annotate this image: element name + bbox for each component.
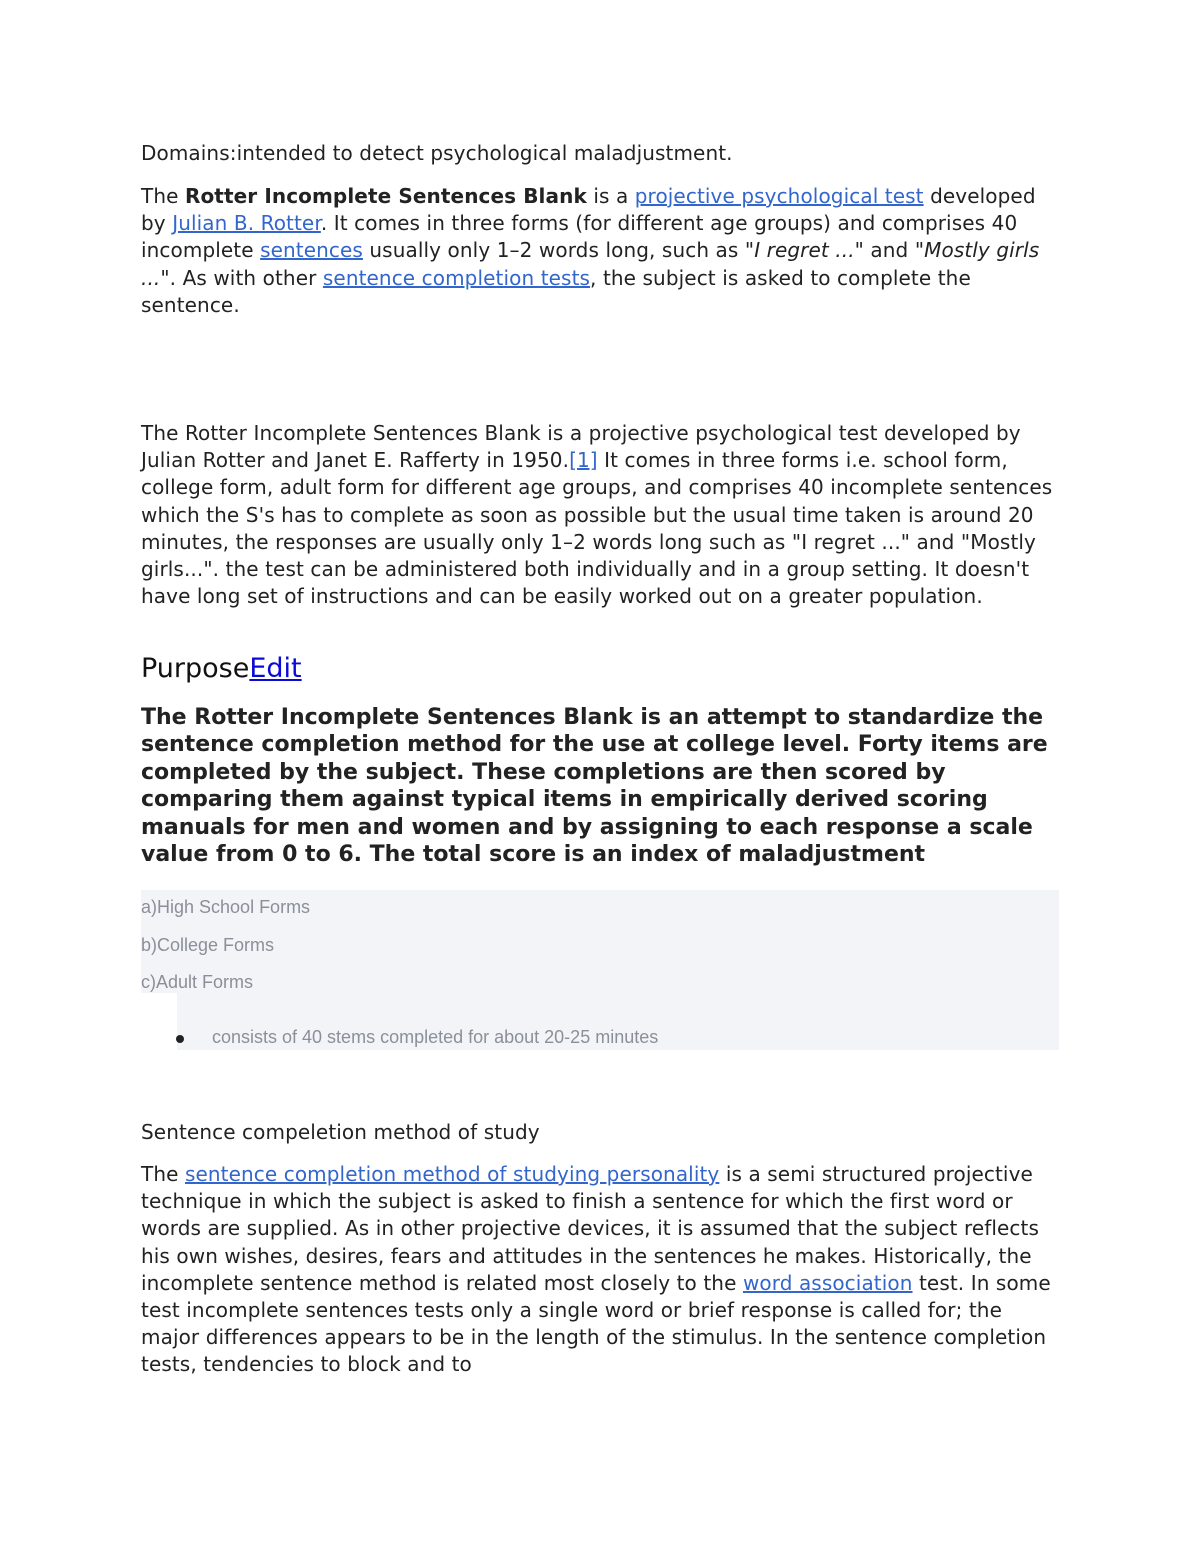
section-title: Sentence compeletion method of study	[141, 1120, 540, 1144]
intro-paragraph	[141, 183, 1061, 319]
section-text: is a semi structured projective technique in which the subject is asked to finish a sentence for which the first word or words are supplied. As in other projective devices, it is assumed that the subject reflects his own wishes, desires, fears and attitudes in the sentences he makes. Historically, the incomplete sentence method is related most closely to the	[141, 1162, 1039, 1295]
intro-text: " and "	[854, 238, 925, 263]
form-item-high-school: a)High School Forms	[141, 897, 311, 917]
intro-text: is a	[586, 184, 635, 208]
example-mostly-girls: Mostly girls ...	[141, 238, 1040, 290]
intro-text: . It comes in three forms (for different age groups) and comprises 40 incomplete	[141, 211, 1018, 263]
edit-link[interactable]: Edit	[249, 653, 302, 684]
second-para-text: It comes in three forms i.e. school form, college form, adult form for different age groups, and comprises 40 incomplete sentences which the S's has to complete as soon as possible but the usual time taken is around 20 minutes, the responses are usually only 1–2 words long such as "I regret ..." and "Mostly girls...". the test can be administered both individually and in a group setting. It doesn't have long set of instructions and can be easily worked out on a greater population.	[141, 448, 1053, 609]
section-text: The	[141, 1162, 185, 1186]
sentence-section-paragraph	[141, 1161, 1061, 1379]
reference-link[interactable]: [1]	[569, 448, 598, 473]
projective-test-link[interactable]: projective psychological test	[634, 184, 924, 208]
sentences-link[interactable]: sentences	[260, 238, 363, 263]
intro-text: developed by	[141, 184, 1036, 236]
form-item-adult: c)Adult Forms	[141, 972, 254, 992]
bullet-item: consists of 40 stems completed for about 20-25 minutes	[212, 1027, 659, 1047]
intro-text: ". As with other	[160, 265, 323, 290]
section-text: test. In some test incomplete sentences tests only a single word or brief response is called for; the major differences appears to be in the length of the stimulus. In the sentence completion tests, tendencies to block and to	[141, 1270, 1051, 1377]
form-item-college: b)College Forms	[141, 935, 275, 955]
purpose-heading	[141, 651, 1061, 687]
second-para-text: The Rotter Incomplete Sentences Blank is a projective psychological test developed by Julian Rotter and Janet E. Rafferty in 1950.	[141, 421, 1021, 473]
rotter-name: Rotter Incomplete Sentences Blank	[184, 184, 587, 208]
julian-rotter-link[interactable]: Julian B. Rotter	[172, 211, 321, 236]
purpose-paragraph: The Rotter Incomplete Sentences Blank is an attempt to standardize the sentence completion method for the use at college level. Forty items are completed by the subject. These completions are then scored by comparing them against typical items in empirically derived scoring manuals for men and women and by assigning to each response a scale value from 0 to 6. The total score is an index of maladjustment	[141, 705, 1048, 868]
example-i-regret: I regret ...	[754, 238, 855, 263]
intro-text: usually only 1–2 words long, such as "	[362, 238, 755, 263]
second-paragraph	[141, 420, 1061, 610]
purpose-title: Purpose	[141, 653, 250, 684]
sentence-completion-tests-link[interactable]: sentence completion tests	[322, 265, 591, 290]
intro-text: , the subject is asked to complete the sentence.	[141, 265, 971, 317]
sentence-completion-method-link[interactable]: sentence completion method of studying personality	[184, 1162, 720, 1186]
domains-line: Domains:intended to detect psychological maladjustment.	[141, 141, 733, 165]
word-association-link[interactable]: word association	[742, 1270, 913, 1295]
intro-text: The	[141, 184, 185, 208]
bullet-icon	[176, 1035, 184, 1043]
